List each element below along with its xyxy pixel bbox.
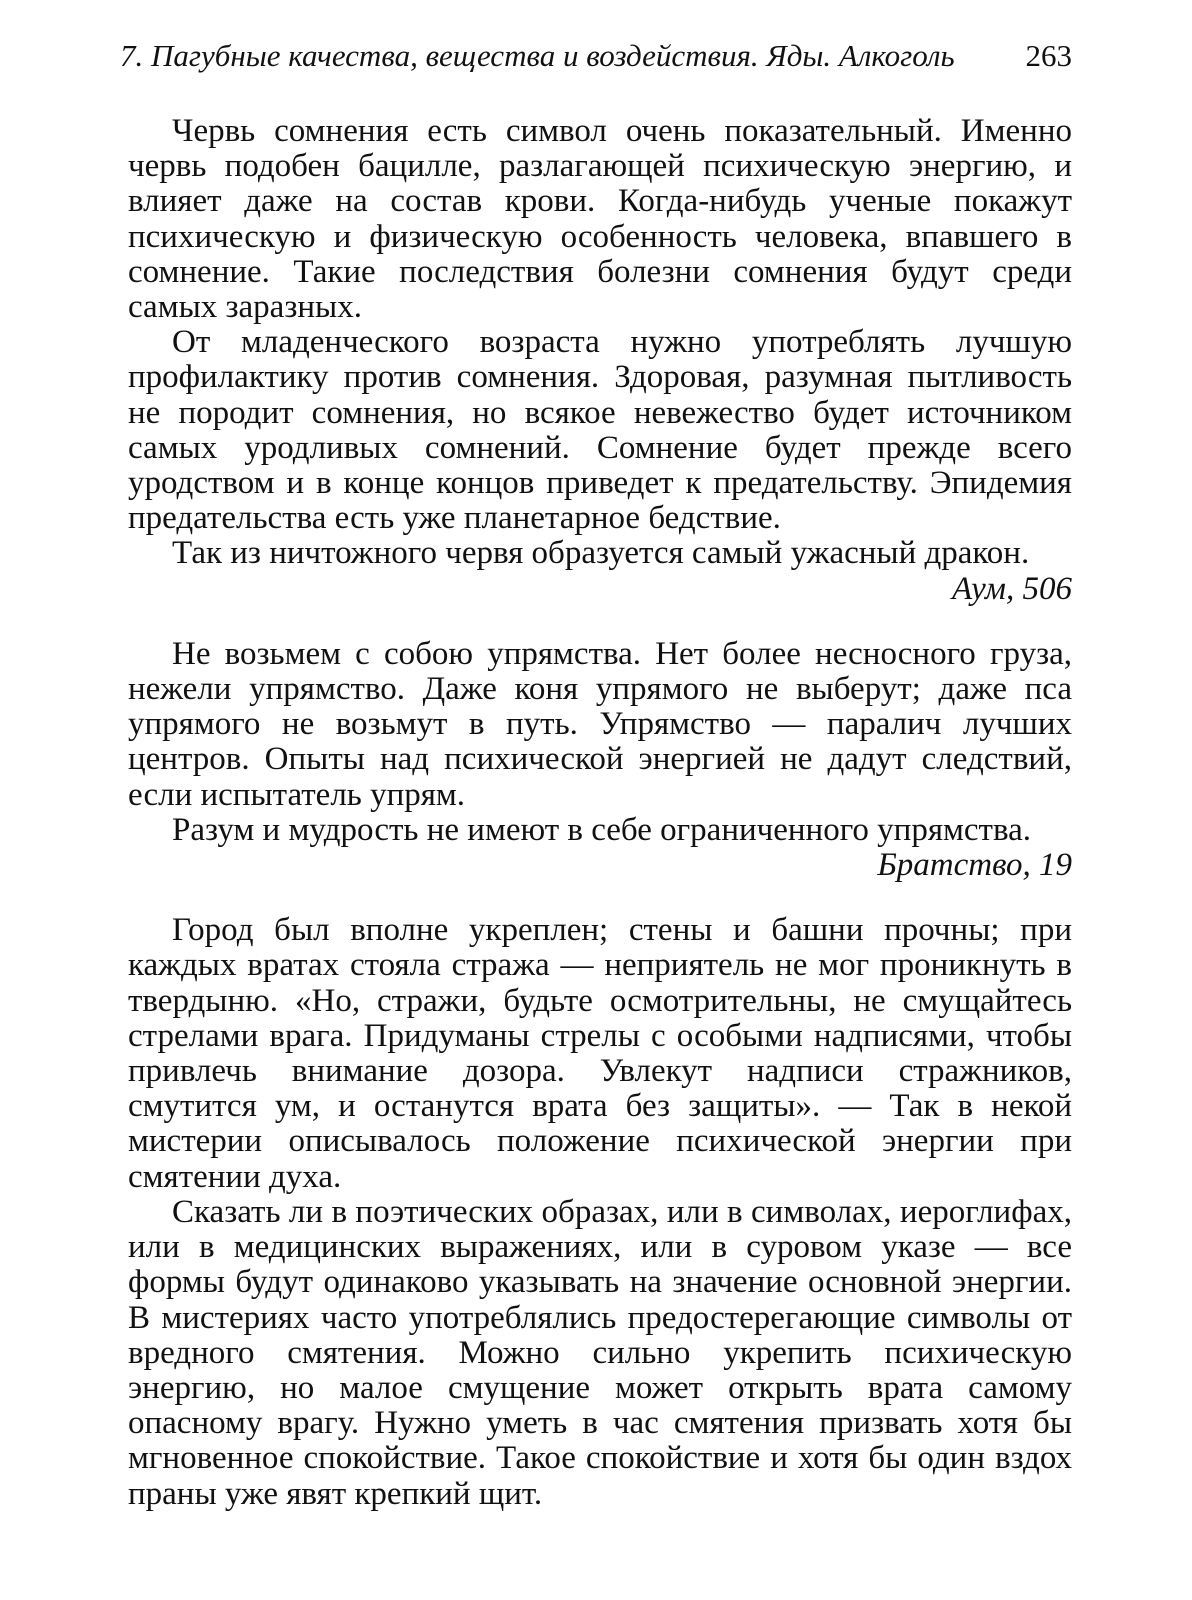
section-divider	[128, 607, 1072, 637]
body-text	[128, 114, 1072, 1512]
paragraph: Не возьмем с собою упрямства. Нет более несносного груза, нежели упрямство. Даже коня упрямого не выберут; даже пса упрямого не возьмут в путь. Упрямство — паралич лучших центров. Опыты над психической энергией не дадут следствий, если испытатель упрям.	[128, 635, 1072, 813]
paragraph: Разум и мудрость не имеют в себе ограниченного упрямства.	[172, 811, 1032, 848]
source-citation: Братство, 19	[877, 847, 1072, 884]
page-number: 263	[1025, 38, 1072, 73]
section-aum-506	[128, 114, 1072, 607]
source-citation: Аум, 506	[952, 570, 1072, 607]
paragraph: Так из ничтожного червя образуется самый ужасный дракон.	[172, 535, 1030, 572]
section-divider	[128, 883, 1072, 913]
paragraph: От младенческого возраста нужно употреблять лучшую профилактику против сомнения. Здоровая, разумная пытливость не породит сомнения, но всякое невежество будет источником самых уродливых сомнений. Сомнение будет прежде всего уродством и в конце концов приведет к предательству. Эпидемия предательства есть уже планетарное бедствие.	[128, 324, 1072, 537]
paragraph: Червь сомнения есть символ очень показательный. Именно червь подобен бацилле, разлагающей психическую энергию, и влияет даже на состав крови. Когда-нибудь ученые покажут психическую и физическую особенность человека, впавшего в сомнение. Такие последствия болезни сомнения будут среди самых заразных.	[128, 113, 1072, 326]
running-head	[120, 36, 1072, 80]
section-bratstvo-19	[128, 637, 1072, 883]
section-gorod	[128, 913, 1072, 1511]
paragraph: Город был вполне укреплен; стены и башни прочны; при каждых вратах стояла стража — неприятель не мог проникнуть в твердыню. «Но, стражи, будьте осмотрительны, не смущайтесь стрелами врага. Придуманы стрелы с особыми надписями, чтобы привлечь внимание дозора. Увлекут надписи стражников, смутится ум, и останутся врата без защиты». — Так в некой мистерии описывалось положение психической энергии при смятении духа.	[128, 912, 1072, 1195]
running-title: 7. Пагубные качества, вещества и воздействия. Яды. Алкоголь	[120, 38, 955, 73]
paragraph: Сказать ли в поэтических образах, или в символах, иероглифах, или в медицинских выражениях, или в суровом указе — все формы будут одинаково указывать на значение основной энергии. В мистериях часто употреблялись предостерегающие символы от вредного смятения. Можно сильно укрепить психическую энергию, но малое смущение может открыть врата самому опасному врагу. Нужно уметь в час смятения призвать хотя бы мгновенное спокойствие. Такое спокойствие и хотя бы один вздох праны уже явят крепкий щит.	[128, 1193, 1072, 1512]
